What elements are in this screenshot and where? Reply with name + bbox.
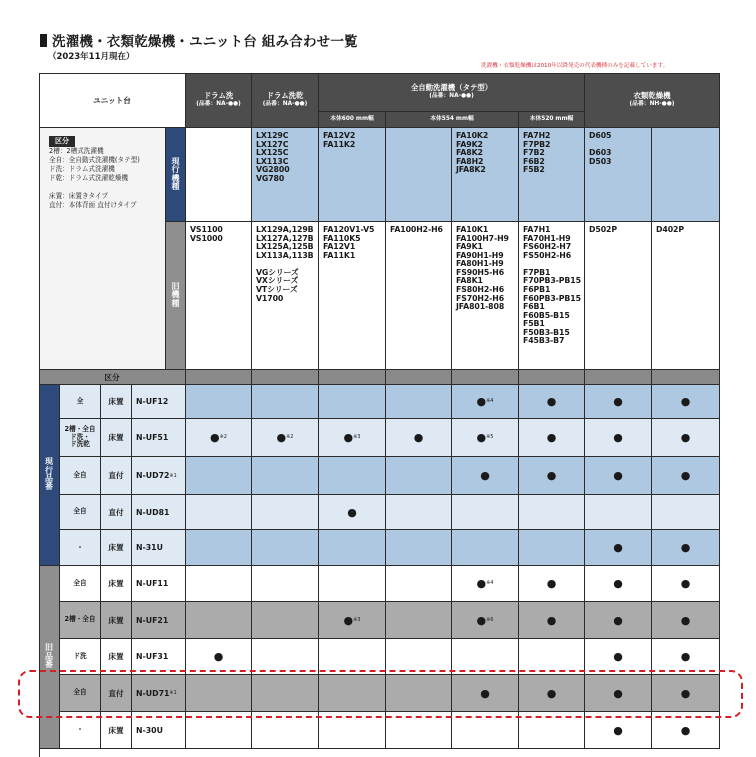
compat-dot-icon: ●: [546, 613, 557, 627]
old-models-label: 旧 機 種: [166, 222, 186, 370]
kubun-header: 区分: [39, 370, 186, 385]
unit-header: ユニット台: [39, 73, 186, 128]
row-type: 全自: [60, 457, 101, 495]
legend-tag: 区分: [49, 136, 75, 147]
compat-dot-icon: ●: [680, 723, 691, 737]
old-model-cell: D502P: [585, 222, 652, 370]
old-model-cell: LX129A,129B LX127A,127B LX125A,125B LX113A,113B VGシリーズ VXシリーズ VTシリーズ V1700: [252, 222, 319, 370]
compat-dot-icon: ●: [546, 469, 557, 482]
current-model-cell: D605 D603 D503: [585, 128, 652, 222]
compat-dot-icon: ●: [476, 431, 487, 444]
compat-dot-icon: ●: [680, 395, 691, 408]
footnote: 洗濯機・衣類乾燥機は2010年以降発売の代表機種のみを記載しています。: [481, 63, 669, 69]
old-model-cell: VS1100 VS1000: [186, 222, 252, 370]
compat-cell: ● ※2: [186, 419, 252, 457]
page-title: 洗濯機・衣類乾燥機・ユニット台 組み合わせ一覧: [40, 30, 358, 50]
compat-cell: ● ※2: [252, 419, 319, 457]
compat-cell: ● ※4: [452, 385, 519, 419]
compat-dot-icon: ●: [476, 613, 487, 627]
compat-dot-icon: ●: [343, 613, 354, 627]
legend-text: 2槽：2槽式洗濯機 全自：全自動式洗濯機(タテ型) ド洗：ドラム式洗濯機 ド乾：ドラム式洗濯乾燥機 床置：床置きタイプ 直付：本体背面 直付けタイプ: [49, 146, 140, 210]
compat-dot-icon: ●: [413, 431, 424, 444]
row-type: ド洗: [60, 639, 101, 675]
compat-dot-icon: ●: [480, 469, 490, 482]
compat-dot-icon: ●: [210, 431, 220, 444]
compat-cell: ● ※3: [319, 419, 386, 457]
old-model-cell: FA100H2-H6: [386, 222, 452, 370]
row-model: N-UF21: [132, 602, 186, 639]
compat-cell: ● ※6: [452, 602, 519, 639]
row-install: 床置: [101, 639, 132, 675]
compat-dot-icon: ●: [680, 686, 691, 700]
row-type: -: [60, 530, 101, 566]
row-type: 全自: [60, 675, 101, 712]
compat-dot-icon: ●: [680, 431, 691, 444]
row-install: 床置: [101, 419, 132, 457]
row-install: 床置: [101, 602, 132, 639]
compat-dot-icon: ●: [480, 686, 490, 700]
compat-dot-icon: ●: [276, 431, 287, 444]
row-install: 床置: [101, 530, 132, 566]
row-type: 2槽・全自: [60, 602, 101, 639]
row-model: N-UD72 ※1: [132, 457, 186, 495]
old-model-cell: FA120V1-V5 FA110K5 FA12V1 FA11K1: [319, 222, 386, 370]
compat-dot-icon: ●: [613, 686, 623, 700]
highlight-box: [18, 670, 743, 718]
compat-dot-icon: ●: [347, 505, 357, 519]
compat-dot-icon: ●: [546, 686, 557, 700]
compat-cell: ● ※3: [319, 602, 386, 639]
compat-dot-icon: ●: [613, 723, 623, 737]
row-type: 全自: [60, 566, 101, 602]
current-model-cell: LX129C LX127C LX125C LX113C VG2800 VG780: [252, 128, 319, 222]
width-554-header: 本体554 mm幅: [386, 112, 519, 128]
old-model-cell: FA7H1 FA70H1-H9 FS60H2-H7 FS50H2-H6 F7PB1 F70PB3-PB15 F6PB1 F60PB3-PB15 F6B1 F60B5-B15 F5B1 F50B3-B15 F45B3-B7: [519, 222, 585, 370]
dryer-header: 衣類乾燥機 (品番：NH-●●): [585, 73, 720, 128]
table-frame: [39, 73, 720, 757]
compat-dot-icon: ●: [613, 541, 623, 554]
row-model: N-UF31: [132, 639, 186, 675]
row-model: N-UF12: [132, 385, 186, 419]
row-install: 直付: [101, 457, 132, 495]
compat-dot-icon: ●: [680, 613, 691, 627]
current-models-label: 現 行 機 種: [166, 128, 186, 222]
row-install: 床置: [101, 385, 132, 419]
current-model-cell: FA12V2 FA11K2: [319, 128, 386, 222]
compat-dot-icon: ●: [613, 613, 623, 627]
row-type: 2槽・全自 ド洗・ ド洗乾: [60, 419, 101, 457]
row-install: 直付: [101, 495, 132, 530]
compat-dot-icon: ●: [613, 395, 623, 408]
compat-dot-icon: ●: [213, 650, 224, 663]
row-install: 床置: [101, 566, 132, 602]
current-product-label: 現 行 品 番: [39, 385, 60, 566]
width-520-header: 本体520 mm幅: [519, 112, 585, 128]
compat-dot-icon: ●: [613, 469, 623, 482]
page-subtitle: （2023年11月現在）: [48, 52, 135, 62]
compat-dot-icon: ●: [613, 577, 623, 590]
current-model-cell: FA10K2 FA9K2 FA8K2 FA8H2 JFA8K2: [452, 128, 519, 222]
compat-dot-icon: ●: [546, 431, 557, 444]
compat-dot-icon: ●: [343, 431, 354, 444]
compat-dot-icon: ●: [546, 577, 557, 590]
compat-cell: ● ※5: [452, 419, 519, 457]
compat-dot-icon: ●: [680, 650, 691, 663]
row-model: N-30U: [132, 712, 186, 749]
row-type: 全: [60, 385, 101, 419]
old-model-cell: D402P: [652, 222, 720, 370]
drumdry-header: ドラム洗乾 (品番：NA-●●): [252, 73, 319, 128]
row-model: N-UD71 ※1: [132, 675, 186, 712]
compat-dot-icon: ●: [476, 577, 487, 590]
old-product-label: 旧 品 番: [39, 566, 60, 749]
row-model: N-UF11: [132, 566, 186, 602]
compat-dot-icon: ●: [476, 395, 487, 408]
compat-dot-icon: ●: [680, 577, 691, 590]
row-install: 床置: [101, 712, 132, 749]
row-model: N-31U: [132, 530, 186, 566]
compat-dot-icon: ●: [613, 650, 623, 663]
old-model-cell: FA10K1 FA100H7-H9 FA9K1 FA90H1-H9 FA80H1-H9 FS90H5-H6 FA8K1 FS80H2-H6 FS70H2-H6 JFA801-808: [452, 222, 519, 370]
width-600-header: 本体600 mm幅: [319, 112, 386, 128]
drum-header: ドラム洗 (品番：NA-●●): [186, 73, 252, 128]
row-type: 全自: [60, 495, 101, 530]
auto-header: 全自動洗濯機（タテ型） (品番：NA-●●): [319, 73, 585, 112]
row-type: -: [60, 712, 101, 749]
compat-dot-icon: ●: [680, 541, 691, 554]
row-model: N-UD81: [132, 495, 186, 530]
row-model: N-UF51: [132, 419, 186, 457]
row-install: 直付: [101, 675, 132, 712]
compat-cell: ● ※4: [452, 566, 519, 602]
compat-dot-icon: ●: [546, 395, 557, 408]
compat-dot-icon: ●: [680, 469, 691, 482]
current-model-cell: FA7H2 F7PB2 F7B2 F6B2 F5B2: [519, 128, 585, 222]
compat-dot-icon: ●: [613, 431, 623, 444]
